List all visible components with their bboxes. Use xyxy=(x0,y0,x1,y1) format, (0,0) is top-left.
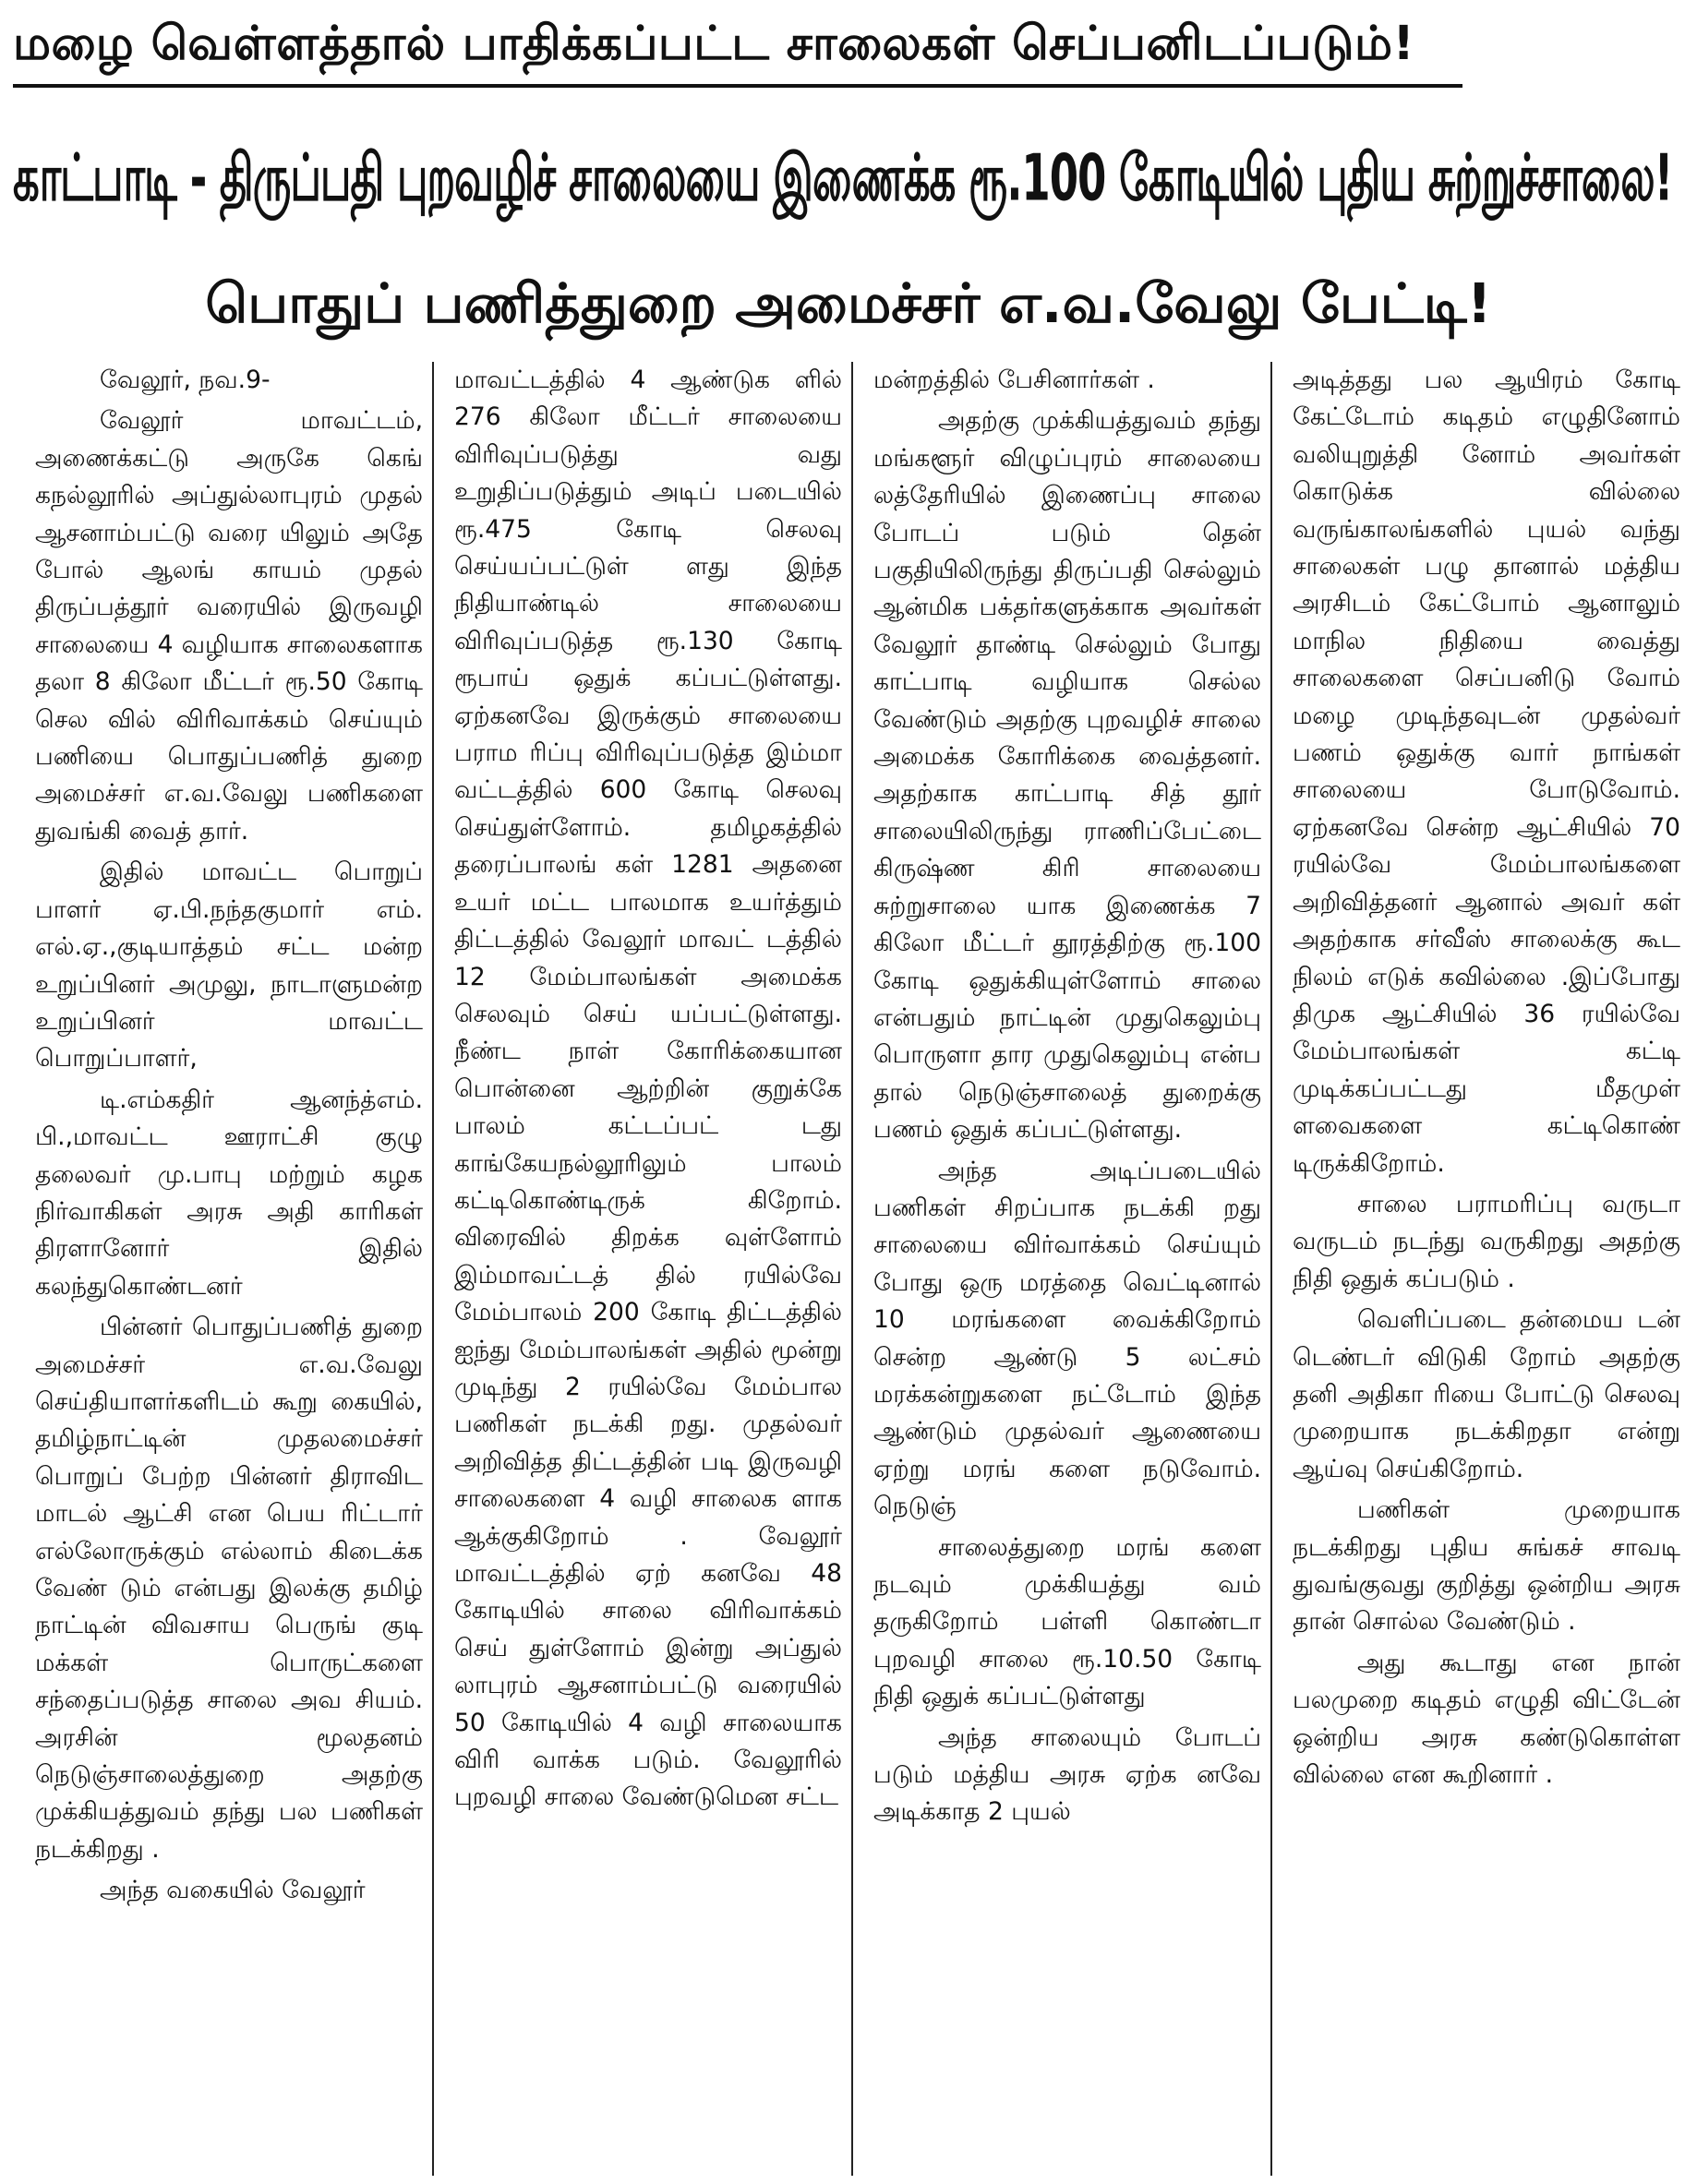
paragraph: மாவட்டத்தில் 4 ஆண்டுக ளில் 276 கிலோ மீட்டர் சாலையை விரிவுப்படுத்து வது உறுதிப்படுத்தும் அடிப் படையில் ரூ.475 கோடி செலவு செய்யப்பட்டுள் ளது இந்த நிதியாண்டில் சாலையை விரிவுப்படுத்த ரூ.130 கோடி ரூபாய் ஒதுக் கப்பட்டுள்ளது. ஏற்கனவே இருக்கும் சாலையை பராம ரிப்பு விரிவுப்படுத்த இம்மா வட்டத்தில் 600 கோடி செலவு செய்துள்ளோம். தமிழகத்தில் தரைப்பாலங் கள் 1281 அதனை உயர் மட்ட பாலமாக உயர்த்தும் திட்டத்தில் வேலூர் மாவட் டத்தில் 12 மேம்பாலங்கள் அமைக்க செலவும் செய் யப்பட்டுள்ளது. நீண்ட நாள் கோரிக்கையான பொன்னை ஆற்றின் குறுக்கே பாலம் கட்டப்பட் டது காங்கேயநல்லூரிலும் பாலம் கட்டிகொண்டிருக் கிறோம். விரைவில் திறக்க வுள்ளோம் இம்மாவட்டத் தில் ரயில்வே மேம்பாலம் 200 கோடி திட்டத்தில் ஐந்து மேம்பாலங்கள் அதில் மூன்று முடிந்து 2 ரயில்வே மேம்பால பணிகள் நடக்கி றது. முதல்வர் அறிவித்த திட்டத்தின் படி இருவழி சாலைகளை 4 வழி சாலைக ளாக ஆக்குகிறோம் . வேலூர் மாவட்டத்தில் ஏற் கனவே 48 கோடியில் சாலை விரிவாக்கம் செய் துள்ளோம் இன்று அப்துல் லாபுரம் ஆசனாம்பட்டு வரையில் 50 கோடியில் 4 வழி சாலையாக விரி வாக்க படும். வேலூரில் புறவழி சாலை வேண்டுமென சட்ட xyxy=(454,366,842,1812)
article-headline: காட்பாடி - திருப்பதி புறவழிச் சாலையை இணைக்க ரூ.100 கோடியில் புதிய சுற்றுச்சாலை! xyxy=(13,139,1673,216)
paragraph: சாலை பராமரிப்பு வருடா வருடம் நடந்து வருகிறது அதற்கு நிதி ஒதுக் கப்படும் . xyxy=(1293,1189,1680,1293)
column-3 xyxy=(873,362,1261,2178)
paragraph: வேலூர், நவ.9- xyxy=(100,366,271,394)
article-subhead: பொதுப் பணித்துறை அமைச்சர் எ.வ.வேலு பேட்டி! xyxy=(205,271,1492,335)
column-4 xyxy=(1293,362,1680,2178)
paragraph: வேலூர் மாவட்டம், அணைக்கட்டு அருகே கெங் கநல்லூரில் அப்துல்லாபுரம் முதல் ஆசனாம்பட்டு வரை யிலும் அதே போல் ஆலங் காயம் முதல் திருப்பத்தூர் வரையில் இருவழி சாலையை 4 வழியாக சாலைகளாக தலா 8 கிலோ மீட்டர் ரூ.50 கோடி செல வில் விரிவாக்கம் செய்யும் பணியை பொதுப்பணித் துறை அமைச்சர் எ.வ.வேலு பணிகளை துவங்கி வைத் தார். xyxy=(35,406,423,846)
article-body xyxy=(28,362,1680,2178)
paragraph: மன்றத்தில் பேசினார்கள் . xyxy=(873,366,1155,394)
paragraph: அந்த சாலையும் போடப் படும் மத்திய அரசு ஏற்க னவே அடிக்காத 2 புயல் xyxy=(873,1722,1261,1827)
paragraph: அந்த அடிப்படையில் பணிகள் சிறப்பாக நடக்கி றது சாலையை விர்வாக்கம் செய்யும் போது ஒரு மரத்தை வெட்டினால் 10 மரங்களை வைக்கிறோம் சென்ற ஆண்டு 5 லட்சம் மரக்கன்றுகளை நட்டோம் இந்த ஆண்டும் முதல்வர் ஆணையை ஏற்று மரங் களை நடுவோம். நெடுஞ் xyxy=(873,1156,1261,1521)
paragraph: அந்த வகையில் வேலூர் xyxy=(100,1876,366,1905)
column-2 xyxy=(454,362,842,2178)
paragraph: டி.எம்கதிர் ஆனந்த்எம். பி.,மாவட்ட ஊராட்சி குழு தலைவர் மு.பாபு மற்றும் கழக நிர்வாகிகள் அரசு அதி காரிகள் திரளானோர் இதில் கலந்துகொண்டனர் xyxy=(35,1085,423,1301)
article-kicker: மழை வெள்ளத்தால் பாதிக்கப்பட்ட சாலைகள் செப்பனிடப்படும்! xyxy=(13,17,1415,71)
paragraph: அது கூடாது என நான் பலமுறை கடிதம் எழுதி விட்டேன் ஒன்றிய அரசு கண்டுகொள்ள வில்லை என கூறினார் . xyxy=(1293,1648,1680,1790)
paragraph: இதில் மாவட்ட பொறுப் பாளர் ஏ.பி.நந்தகுமார் எம். எல்.ஏ.,குடியாத்தம் சட்ட மன்ற உறுப்பினர் அமுலு, நாடாளுமன்ற உறுப்பினர் மாவட்ட பொறுப்பாளர், xyxy=(35,858,423,1074)
paragraph: வெளிப்படை தன்மைய டன் டெண்டர் விடுகி றோம் அதற்கு தனி அதிகா ரியை போட்டு செலவு முறையாக நடக்கிறதா என்று ஆய்வு செய்கிறோம். xyxy=(1293,1305,1680,1483)
paragraph: அடித்தது பல ஆயிரம் கோடி கேட்டோம் கடிதம் எழுதினோம் வலியுறுத்தி னோம் அவர்கள் கொடுக்க வில்லை வருங்காலங்களில் புயல் வந்து சாலைகள் பழு தானால் மத்திய அரசிடம் கேட்போம் ஆனாலும் மாநில நிதியை வைத்து சாலைகளை செப்பனிடு வோம் மழை முடிந்தவுடன் முதல்வர் பணம் ஒதுக்கு வார் நாங்கள் சாலையை போடுவோம். ஏற்கனவே சென்ற ஆட்சியில் 70 ரயில்வே மேம்பாலங்களை அறிவித்தனர் ஆனால் அவர் கள் அதற்காக சர்வீஸ் சாலைக்கு கூட நிலம் எடுக் கவில்லை .இப்போது திமுக ஆட்சியில் 36 ரயில்வே மேம்பாலங்கள் கட்டி முடிக்கப்பட்டது மீதமுள் ளவைகளை கட்டிகொண் டிருக்கிறோம். xyxy=(1293,366,1680,1178)
paragraph: சாலைத்துறை மரங் களை நடவும் முக்கியத்து வம் தருகிறோம் பள்ளி கொண்டா புறவழி சாலை ரூ.10.50 கோடி நிதி ஒதுக் கப்பட்டுள்ளது xyxy=(873,1532,1261,1711)
paragraph: அதற்கு முக்கியத்துவம் தந்து மங்களூர் விழுப்புரம் சாலையை லத்தேரியில் இணைப்பு சாலை போடப் படும் தென் பகுதியிலிருந்து திருப்பதி செல்லும் ஆன்மிக பக்தர்களுக்காக அவர்கள் வேலூர் தாண்டி செல்லும் போது காட்பாடி வழியாக செல்ல வேண்டும் அதற்கு புறவழிச் சாலை அமைக்க கோரிக்கை வைத்தனர். அதற்காக காட்பாடி சித் தூர் சாலையிலிருந்து ராணிப்பேட்டை கிருஷ்ண கிரி சாலையை சுற்றுசாலை யாக இணைக்க 7 கிலோ மீட்டர் தூரத்திற்கு ரூ.100 கோடி ஒதுக்கியுள்ளோம் சாலை என்பதும் நாட்டின் முதுகெலும்பு பொருளா தார முதுகெலும்பு என்ப தால் நெடுஞ்சாலைத் துறைக்கு பணம் ஒதுக் கப்பட்டுள்ளது. xyxy=(873,406,1261,1145)
paragraph: பின்னர் பொதுப்பணித் துறை அமைச்சர் எ.வ.வேலு செய்தியாளர்களிடம் கூறு கையில், தமிழ்நாட்டின் முதலமைச்சர் பொறுப் பேற்ற பின்னர் திராவிட மாடல் ஆட்சி என பெய ரிட்டார் எல்லோருக்கும் எல்லாம் கிடைக்க வேண் டும் என்பது இலக்கு தமிழ் நாட்டின் விவசாய பெருங் குடி மக்கள் பொருட்களை சந்தைப்படுத்த சாலை அவ சியம். அரசின் மூலதனம் நெடுஞ்சாலைத்துறை அதற்கு முக்கியத்துவம் தந்து பல பணிகள் நடக்கிறது . xyxy=(35,1313,423,1864)
column-1 xyxy=(35,362,423,2178)
paragraph: பணிகள் முறையாக நடக்கிறது புதிய சுங்கச் சாவடி துவங்குவது குறித்து ஒன்றிய அரசு தான் சொல்ல வேண்டும் . xyxy=(1293,1495,1680,1637)
